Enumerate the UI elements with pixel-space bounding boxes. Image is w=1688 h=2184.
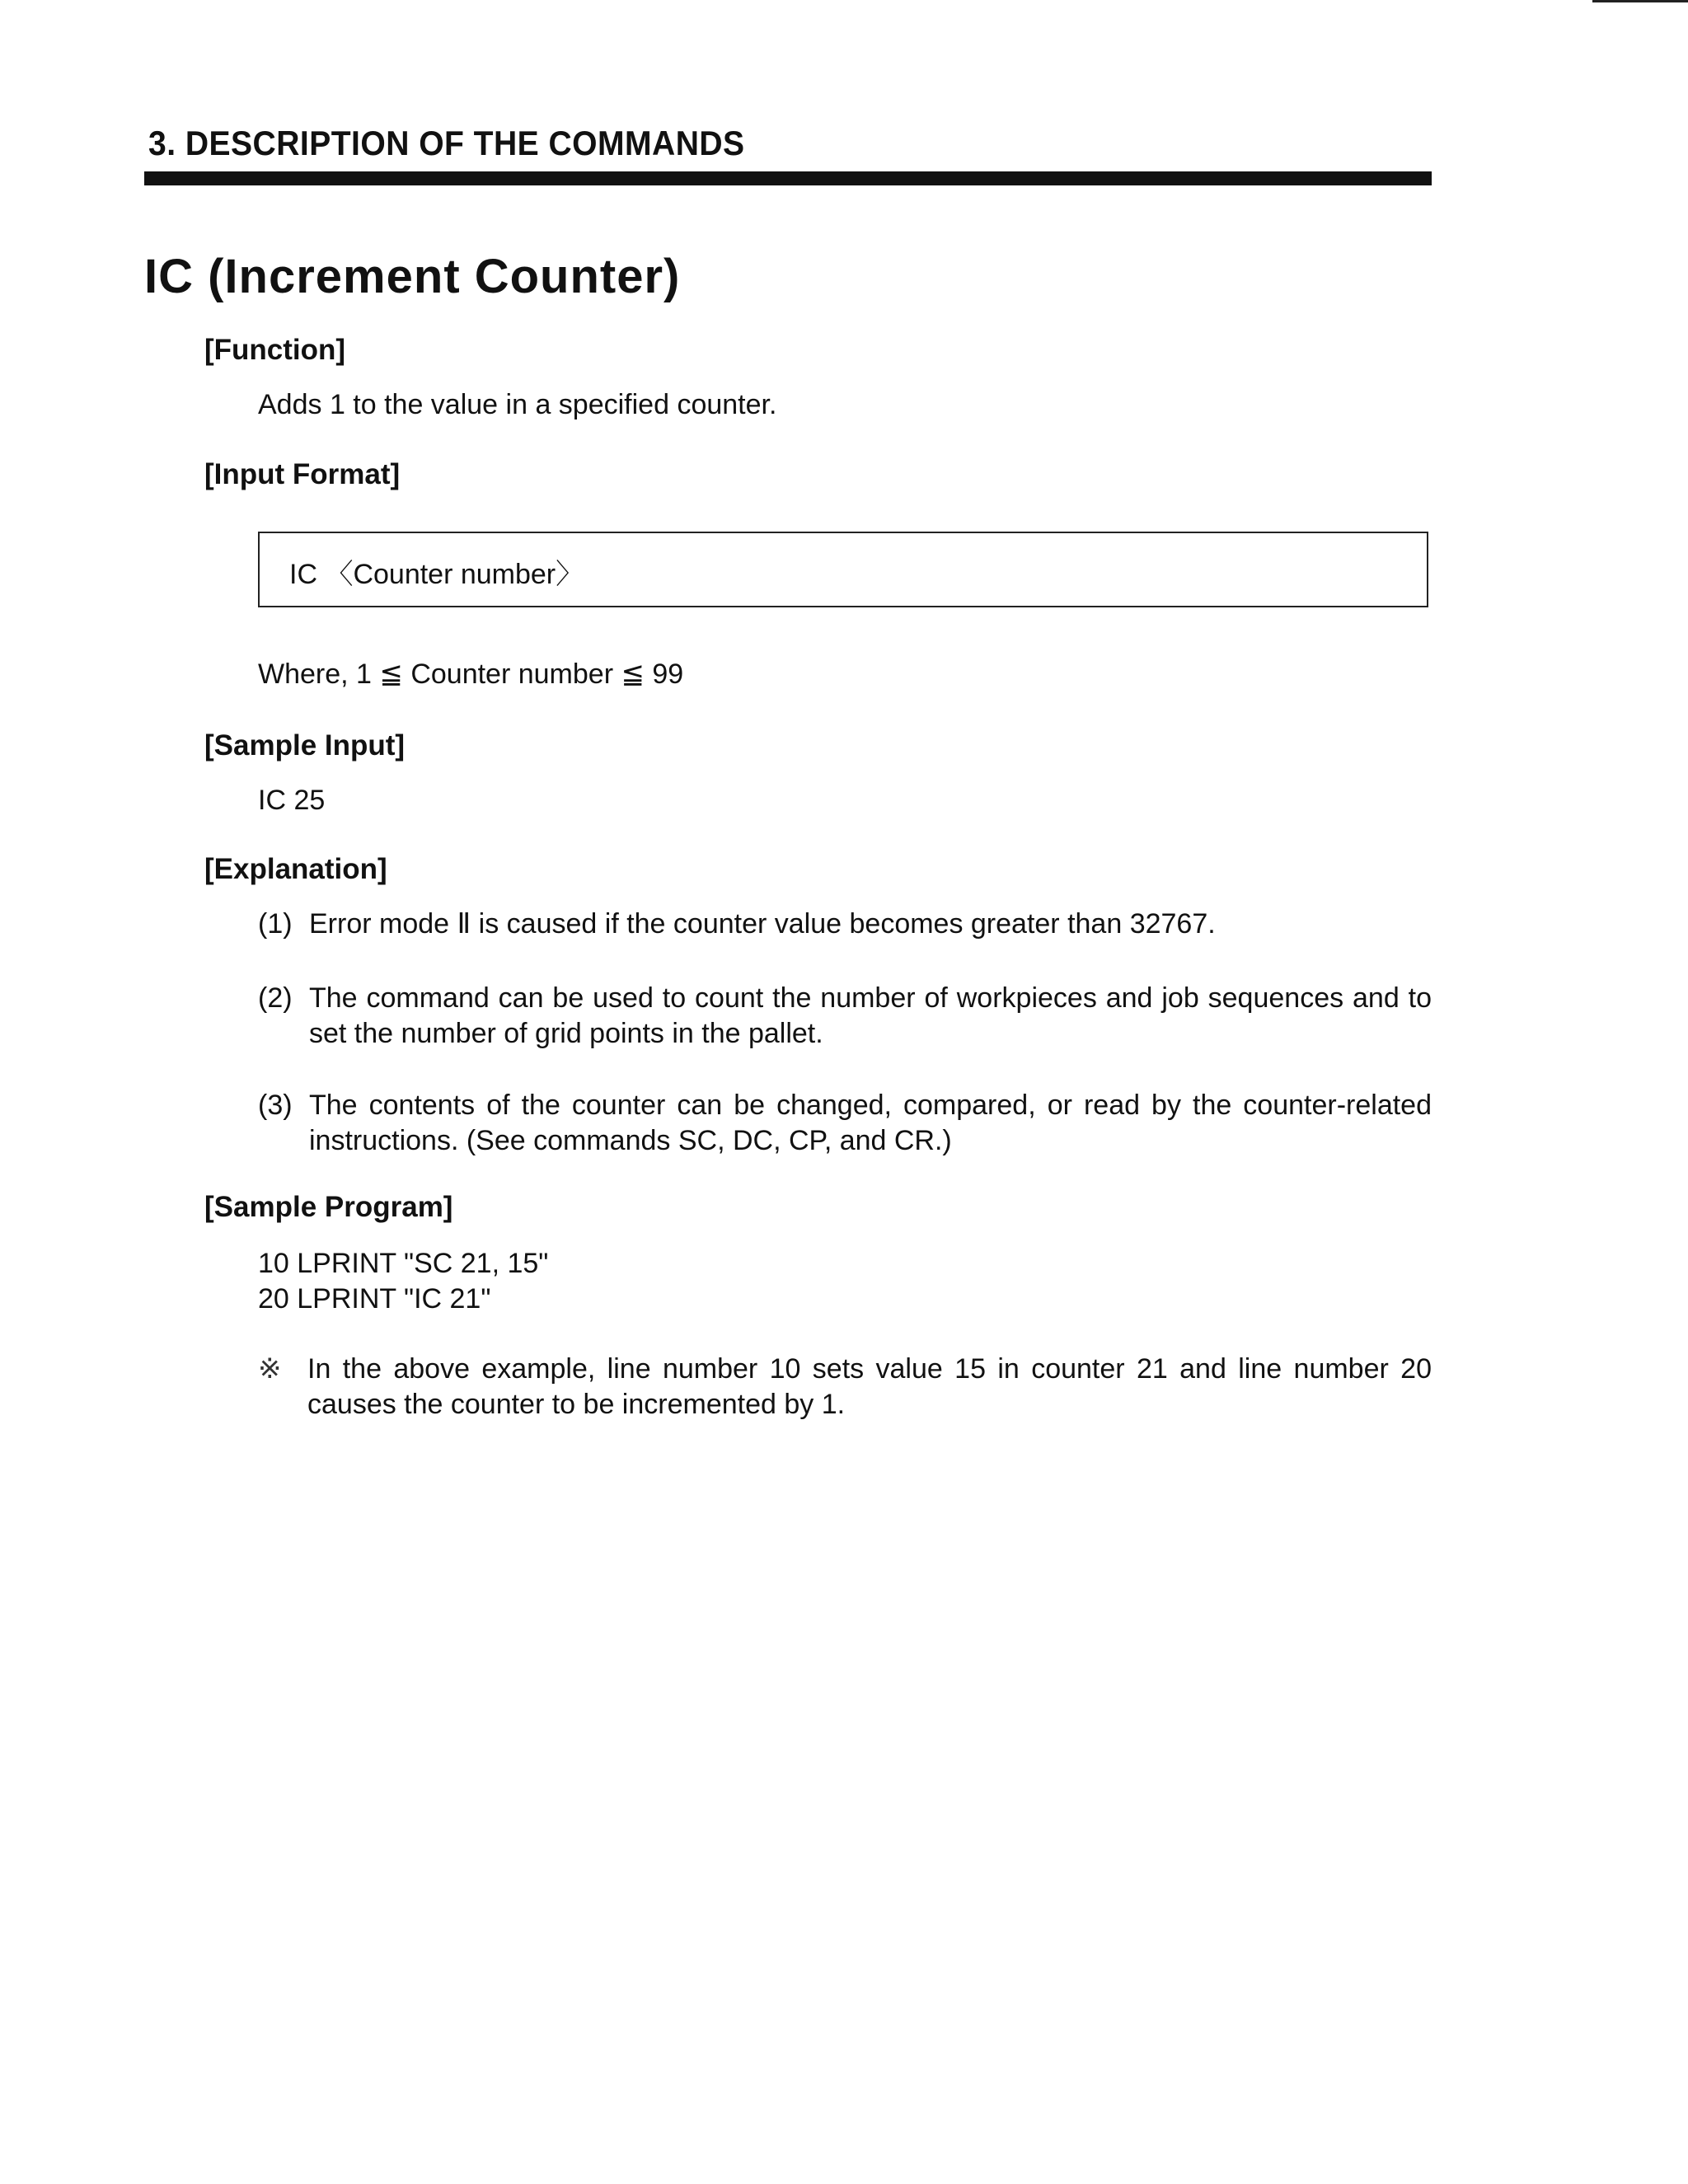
sample-program-line: 10 LPRINT "SC 21, 15" — [258, 1248, 549, 1279]
explanation-item-text: Error mode Ⅱ is caused if the counter value becomes greater than 32767. — [309, 908, 1216, 940]
input-format-box — [258, 532, 1428, 607]
explanation-heading: [Explanation] — [204, 853, 387, 885]
explanation-item — [258, 1088, 1432, 1159]
reference-mark-icon: ※ — [258, 1353, 282, 1385]
sample-input-heading: [Sample Input] — [204, 729, 406, 762]
function-text: Adds 1 to the value in a specified counter. — [258, 389, 777, 420]
explanation-item-number: (3) — [258, 1090, 293, 1121]
sample-program-line: 20 LPRINT "IC 21" — [258, 1283, 491, 1315]
chapter-divider — [144, 171, 1432, 185]
function-heading: [Function] — [204, 334, 346, 366]
input-format-syntax: IC 〈Counter number〉 — [289, 559, 584, 590]
explanation-item — [258, 907, 1432, 942]
sample-program-heading: [Sample Program] — [204, 1191, 453, 1223]
corner-rule — [1592, 0, 1688, 2]
input-format-range: Where, 1 ≦ Counter number ≦ 99 — [258, 658, 684, 690]
explanation-item-number: (1) — [258, 908, 293, 940]
sample-input-text: IC 25 — [258, 785, 326, 816]
input-format-heading: [Input Format] — [204, 458, 401, 490]
explanation-item — [258, 981, 1432, 1052]
explanation-item-text: The command can be used to count the number of workpieces and job sequences and to set the number of grid points in the pallet. — [309, 982, 1432, 1049]
explanation-item-text: The contents of the counter can be changed, compared, or read by the counter-related instructions. (See commands SC, DC, CP, and CR.) — [309, 1090, 1432, 1156]
chapter-title: 3. DESCRIPTION OF THE COMMANDS — [148, 124, 745, 162]
command-title: IC (Increment Counter) — [144, 250, 681, 303]
explanation-item-number: (2) — [258, 982, 293, 1014]
sample-program-note-text: In the above example, line number 10 sets value 15 in counter 21 and line number 20 causes the counter to be incremented by 1. — [307, 1353, 1432, 1420]
sample-program-note — [258, 1352, 1432, 1422]
